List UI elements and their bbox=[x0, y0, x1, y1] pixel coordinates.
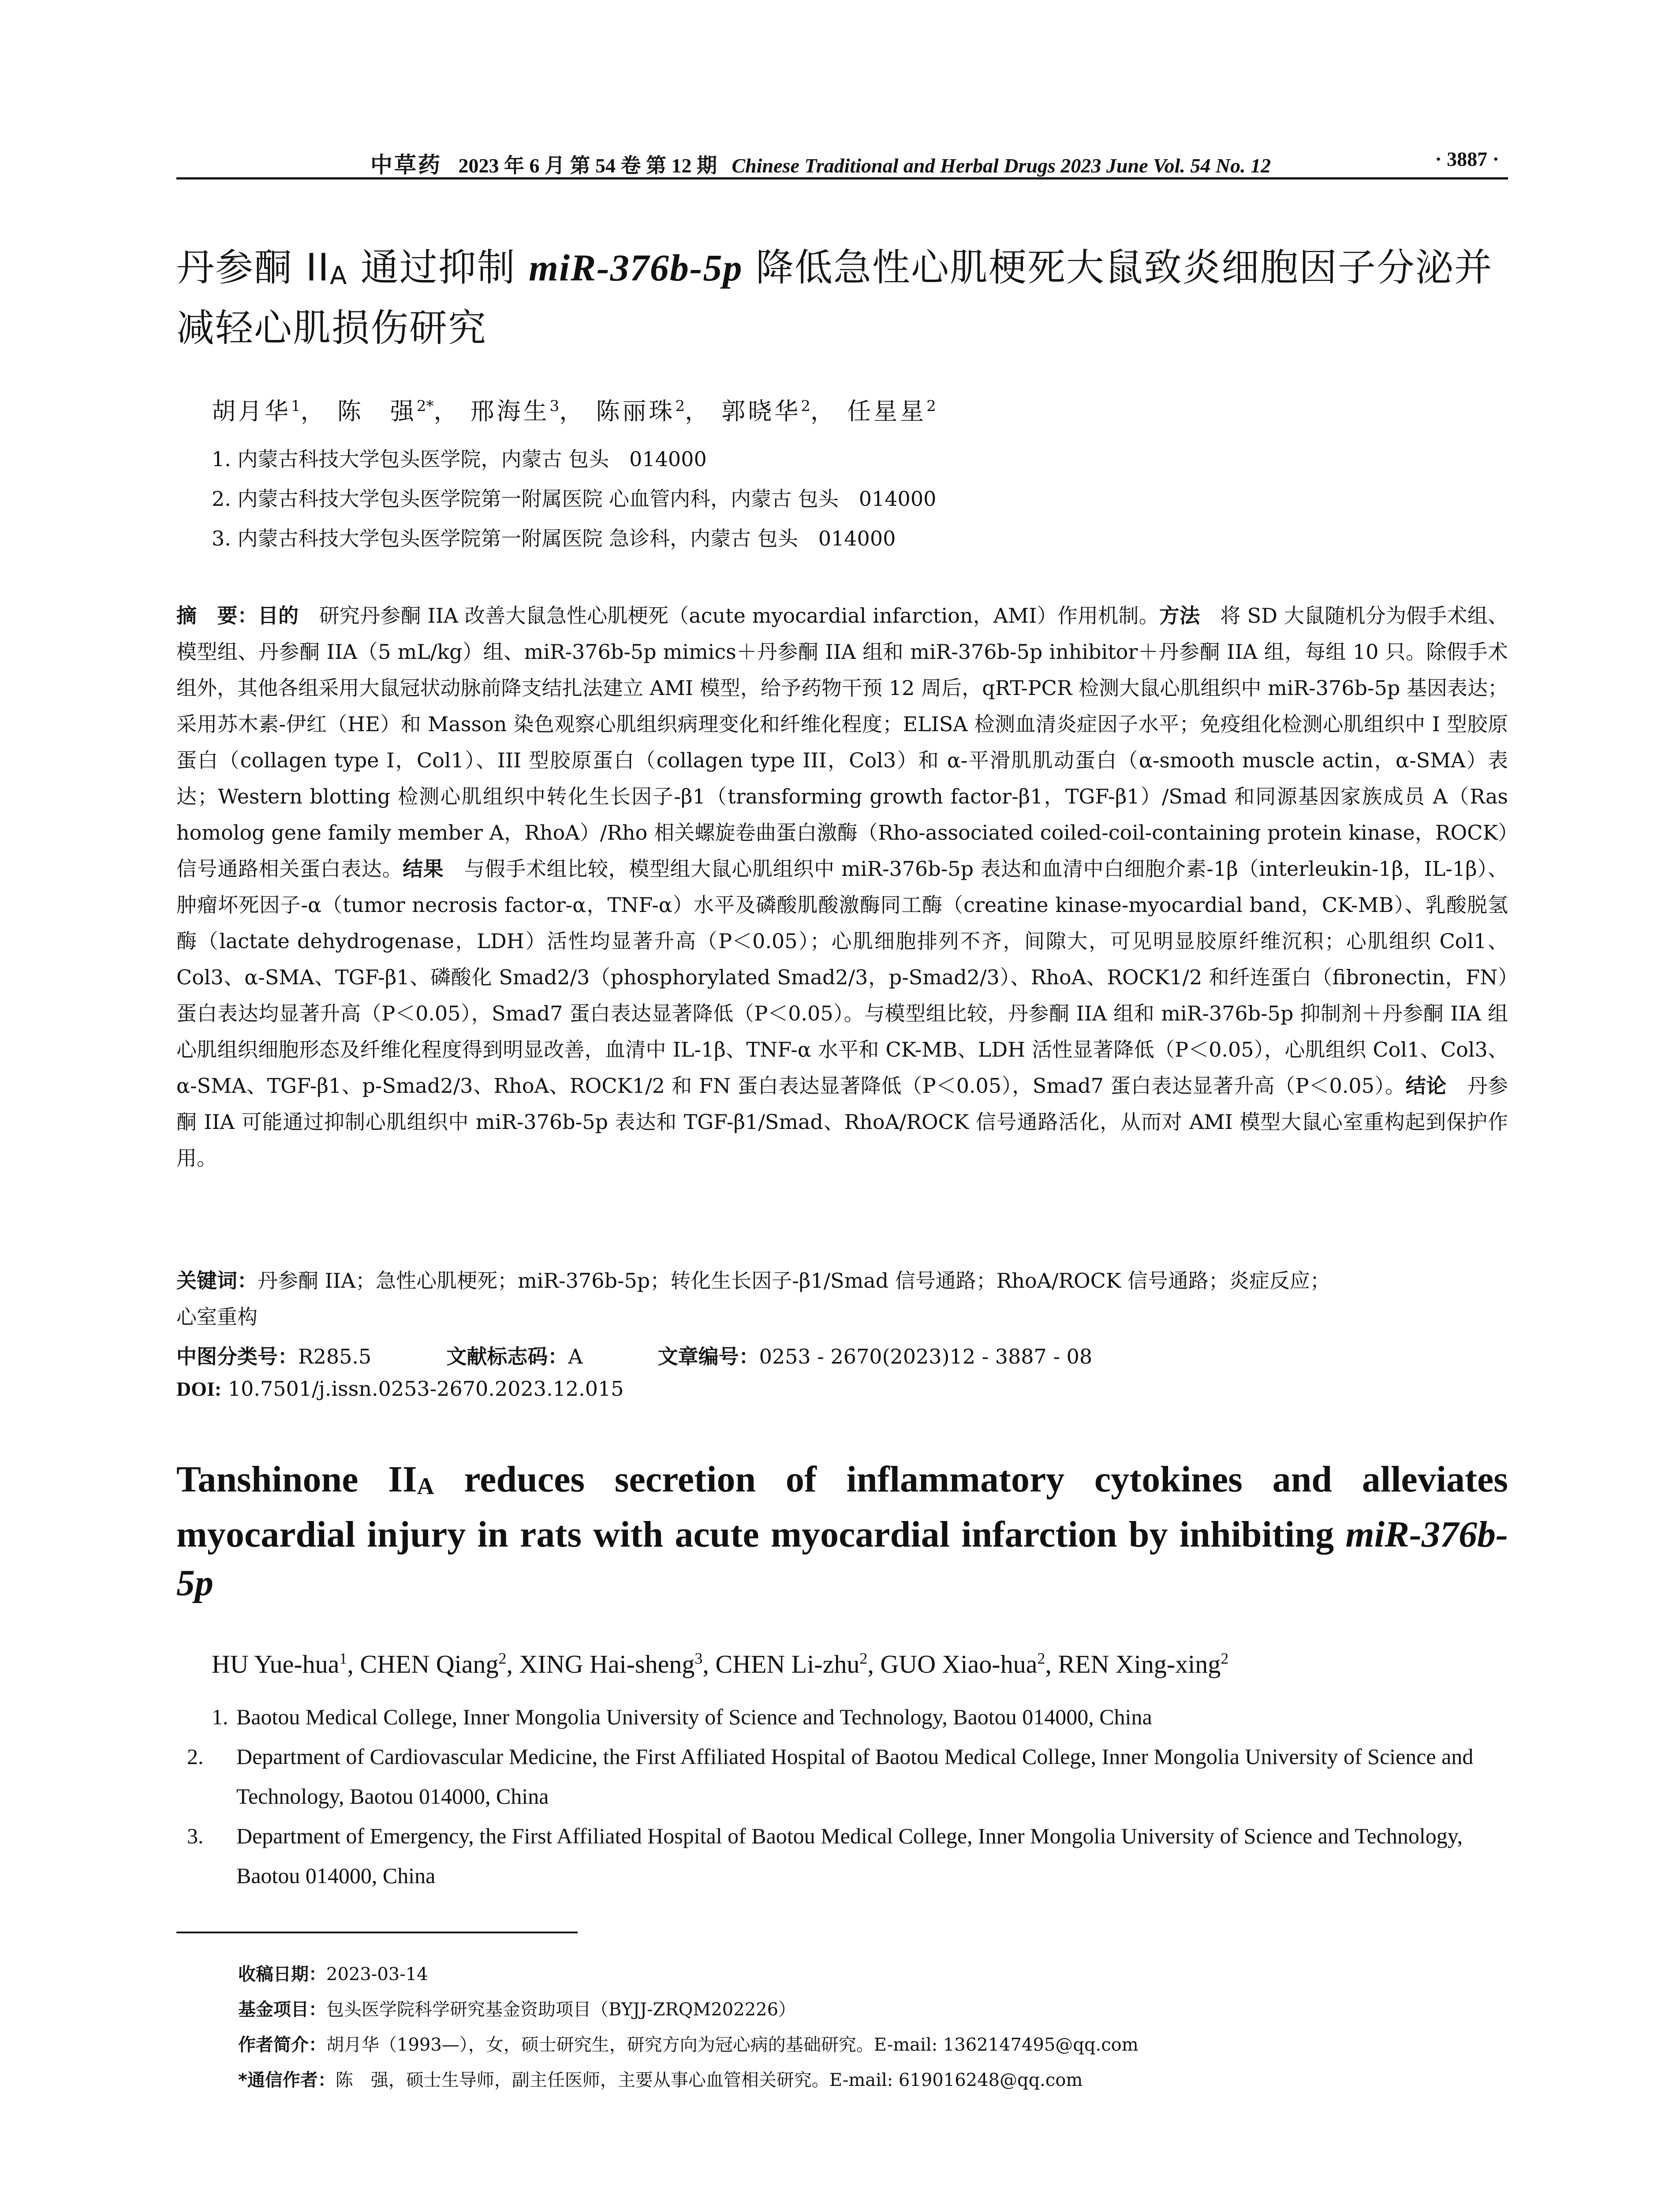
affiliation-en-3: 3. Department of Emergency, the First Affiliated Hospital of Baotou Medical College, Inner Mongolia University of Science and Technology, Baotou 014000, China bbox=[187, 1824, 1463, 1888]
journal-name-en: Chinese Traditional and Herbal Drugs 2023 June Vol. 54 No. 12 bbox=[732, 154, 1271, 177]
affiliation-cn-1: 1. 内蒙古科技大学包头医学院，内蒙古 包头 014000 bbox=[212, 447, 707, 471]
keywords bbox=[176, 1265, 1330, 1294]
title-en-subscript: A bbox=[417, 1473, 434, 1499]
running-header bbox=[176, 142, 1508, 179]
author-cn: 陈 强$^{2*}$ bbox=[337, 397, 434, 425]
author-cn: 邢海生$^3$ bbox=[470, 397, 560, 425]
author-en: HU Yue-hua$^1$ bbox=[212, 1650, 347, 1679]
journal-name-cn: 中草药 bbox=[370, 152, 442, 178]
keywords-text: 丹参酮 IIA；急性心肌梗死；miR-376b-5p；转化生长因子-β1/Smad 信号通路；RhoA/ROCK 信号通路；炎症反应； bbox=[258, 1269, 1330, 1293]
title-cn-part3: 降低急性心肌梗死大鼠致炎细胞因子分泌并减轻心肌损伤研究 bbox=[176, 246, 1493, 350]
results-text: 与假手术组比较，模型组大鼠心肌组织中 miR-376b-5p 表达和血清中白细胞介素-1β（interleukin-1β，IL-1β）、肿瘤坏死因子-α（tumor necrosis factor-α，TNF-α）水平及磷酸肌酸激酶同工酶（creatine kinase-myocardial band，CK-MB）、乳酸脱氢酶（lactate dehydrogenase，LDH）活性均显著升高（P＜0.05）；心肌细胞排列不齐，间隙大，可见明显胶原纤维沉积；心肌组织 Col1、Col3、α-SMA、TGF-β1、磷酸化 Smad2/3（phosphorylated Smad2/3，p-Smad2/3）、RhoA、ROCK1/2 和纤连蛋白（fibronectin，FN）蛋白表达均显著升高（P＜0.05），Smad7 蛋白表达显著降低（P＜0.05）。与模型组比较，丹参酮 IIA 组和 miR-376b-5p 抑制剂＋丹参酮 IIA 组心肌组织细胞形态及纤维化程度得到明显改善，血清中 IL-1β、TNF-α 水平和 CK-MB、LDH 活性显著降低（P＜0.05），心肌组织 Col1、Col3、α-SMA、TGF-β1、p-Smad2/3、RhoA、ROCK1/2 和 FN 蛋白表达显著降低（P＜0.05），Smad7 蛋白表达显著升高（P＜0.05）。 bbox=[176, 857, 1508, 1098]
page-number: · 3887 · bbox=[1435, 148, 1499, 170]
abstract-label: 摘 要： bbox=[176, 604, 258, 628]
title-cn-gene: miR-376b-5p bbox=[529, 247, 743, 289]
header-citation bbox=[370, 147, 1271, 179]
author-cn: 郭晓华$^2$ bbox=[721, 397, 810, 425]
title-cn-part2: 通过抑制 bbox=[347, 246, 529, 290]
doi-label: DOI: bbox=[176, 1378, 222, 1400]
title-cn bbox=[176, 242, 1508, 354]
title-en-part1: Tanshinone II bbox=[176, 1459, 417, 1500]
footnote-funding: 基金项目：包头医学院科学研究基金资助项目（BYJJ-ZRQM202226） bbox=[238, 1999, 796, 2020]
keywords-label: 关键词： bbox=[176, 1269, 258, 1293]
article-number: 0253 - 2670(2023)12 - 3887 - 08 bbox=[759, 1345, 1093, 1368]
author-en: REN Xing-xing$^2$ bbox=[1058, 1650, 1229, 1679]
objective-label: 目的 bbox=[258, 604, 299, 628]
clc-number: R285.5 bbox=[298, 1345, 372, 1368]
title-cn-part1: 丹参酮 II bbox=[176, 246, 330, 290]
author-cn: 胡月华$^1$ bbox=[212, 397, 301, 425]
results-label: 结果 bbox=[403, 857, 444, 881]
affiliation-cn-2: 2. 内蒙古科技大学包头医学院第一附属医院 心血管内科，内蒙古 包头 014000 bbox=[212, 487, 937, 511]
author-cn: 陈丽珠$^2$ bbox=[596, 397, 685, 425]
objective-text: 研究丹参酮 IIA 改善大鼠急性心肌梗死（acute myocardial infarction，AMI）作用机制。 bbox=[319, 604, 1159, 628]
doi-value: 10.7501/j.issn.0253-2670.2023.12.015 bbox=[228, 1377, 624, 1401]
methods-text: 将 SD 大鼠随机分为假手术组、模型组、丹参酮 IIA（5 mL/kg）组、miR-376b-5p mimics＋丹参酮 IIA 组和 miR-376b-5p inhibitor＋丹参酮 IIA 组，每组 10 只。除假手术组外，其他各组采用大鼠冠状动脉前降支结扎法建立 AMI 模型，给予药物干预 12 周后，qRT-PCR 检测大鼠心肌组织中 miR-376b-5p 基因表达；采用苏木素-伊红（HE）和 Masson 染色观察心肌组织病理变化和纤维化程度；ELISA 检测血清炎症因子水平；免疫组化检测心肌组织中 I 型胶原蛋白（collagen type I，Col1）、III 型胶原蛋白（collagen type III，Col3）和 α-平滑肌肌动蛋白（α-smooth muscle actin，α-SMA）表达；Western blotting 检测心肌组织中转化生长因子-β1（transforming growth factor-β1，TGF-β1）/Smad 和同源基因家族成员 A（Ras homolog gene family member A，RhoA）/Rho 相关螺旋卷曲蛋白激酶（Rho-associated coiled-coil-containing protein kinase，ROCK）信号通路相关蛋白表达。 bbox=[176, 604, 1508, 881]
author-en: GUO Xiao-hua$^2$ bbox=[880, 1650, 1045, 1679]
author-cn: 任星星$^2$ bbox=[847, 397, 936, 425]
doi bbox=[176, 1377, 624, 1401]
abstract-cn bbox=[176, 598, 1508, 1176]
author-en: CHEN Qiang$^2$ bbox=[360, 1650, 507, 1679]
document-code: A bbox=[568, 1345, 583, 1368]
footnote-received: 收稿日期：2023-03-14 bbox=[238, 1964, 428, 1984]
footnote-author-bio: 作者简介：胡月华（1993—），女，硕士研究生，研究方向为冠心病的基础研究。E-mail: 1362147495@qq.com bbox=[238, 2035, 1139, 2055]
title-en-gene: miR-376b-5p bbox=[176, 1514, 1508, 1603]
keywords-cont: 心室重构 bbox=[176, 1305, 258, 1329]
classification: 中图分类号：R285.5 文献标志码：A 文章编号：0253 - 2670(2023)12 - 3887 - 08 bbox=[176, 1345, 1093, 1368]
author-en: CHEN Li-zhu$^2$ bbox=[715, 1650, 868, 1679]
issue-cn: 2023 年 6 月 第 54 卷 第 12 期 bbox=[458, 154, 717, 177]
affiliation-en-1: 1. Baotou Medical College, Inner Mongolia University of Science and Technology, Baotou 014000, China bbox=[212, 1704, 1152, 1729]
title-cn-subscript: A bbox=[330, 262, 348, 290]
methods-label: 方法 bbox=[1159, 604, 1200, 628]
title-en bbox=[176, 1455, 1508, 1607]
footnote-rule bbox=[176, 1932, 578, 1933]
title-en-part2: reduces secretion of inflammatory cytokines and alleviates myocardial injury in rats with acute myocardial infarction by inhibiting bbox=[176, 1459, 1508, 1555]
affiliation-en-2: 2. Department of Cardiovascular Medicine, the First Affiliated Hospital of Baotou Medical College, Inner Mongolia University of Science and Technology, Baotou 014000, China bbox=[187, 1744, 1474, 1809]
conclusion-text: 丹参酮 IIA 可能通过抑制心肌组织中 miR-376b-5p 表达和 TGF-β1/Smad、RhoA/ROCK 信号通路活化，从而对 AMI 模型大鼠心室重构起到保护作用。 bbox=[176, 1074, 1508, 1170]
conclusion-label: 结论 bbox=[1405, 1074, 1447, 1098]
affiliation-cn-3: 3. 内蒙古科技大学包头医学院第一附属医院 急诊科，内蒙古 包头 014000 bbox=[212, 527, 896, 550]
authors-cn: 胡月华$^1$， 陈 强$^{2*}$， 邢海生$^3$， 陈丽珠$^2$， 郭晓华$^2$， 任星星$^2$ bbox=[212, 397, 936, 425]
authors-en: HU Yue-hua$^1$, CHEN Qiang$^2$, XING Hai-sheng$^3$, CHEN Li-zhu$^2$, GUO Xiao-hua$^2$, REN Xing-xing$^2$ bbox=[212, 1650, 1229, 1679]
footnote-corresponding: *通信作者：陈 强，硕士生导师，副主任医师，主要从事心血管相关研究。E-mail: 619016248@qq.com bbox=[238, 2070, 1083, 2090]
author-en: XING Hai-sheng$^3$ bbox=[519, 1650, 703, 1679]
